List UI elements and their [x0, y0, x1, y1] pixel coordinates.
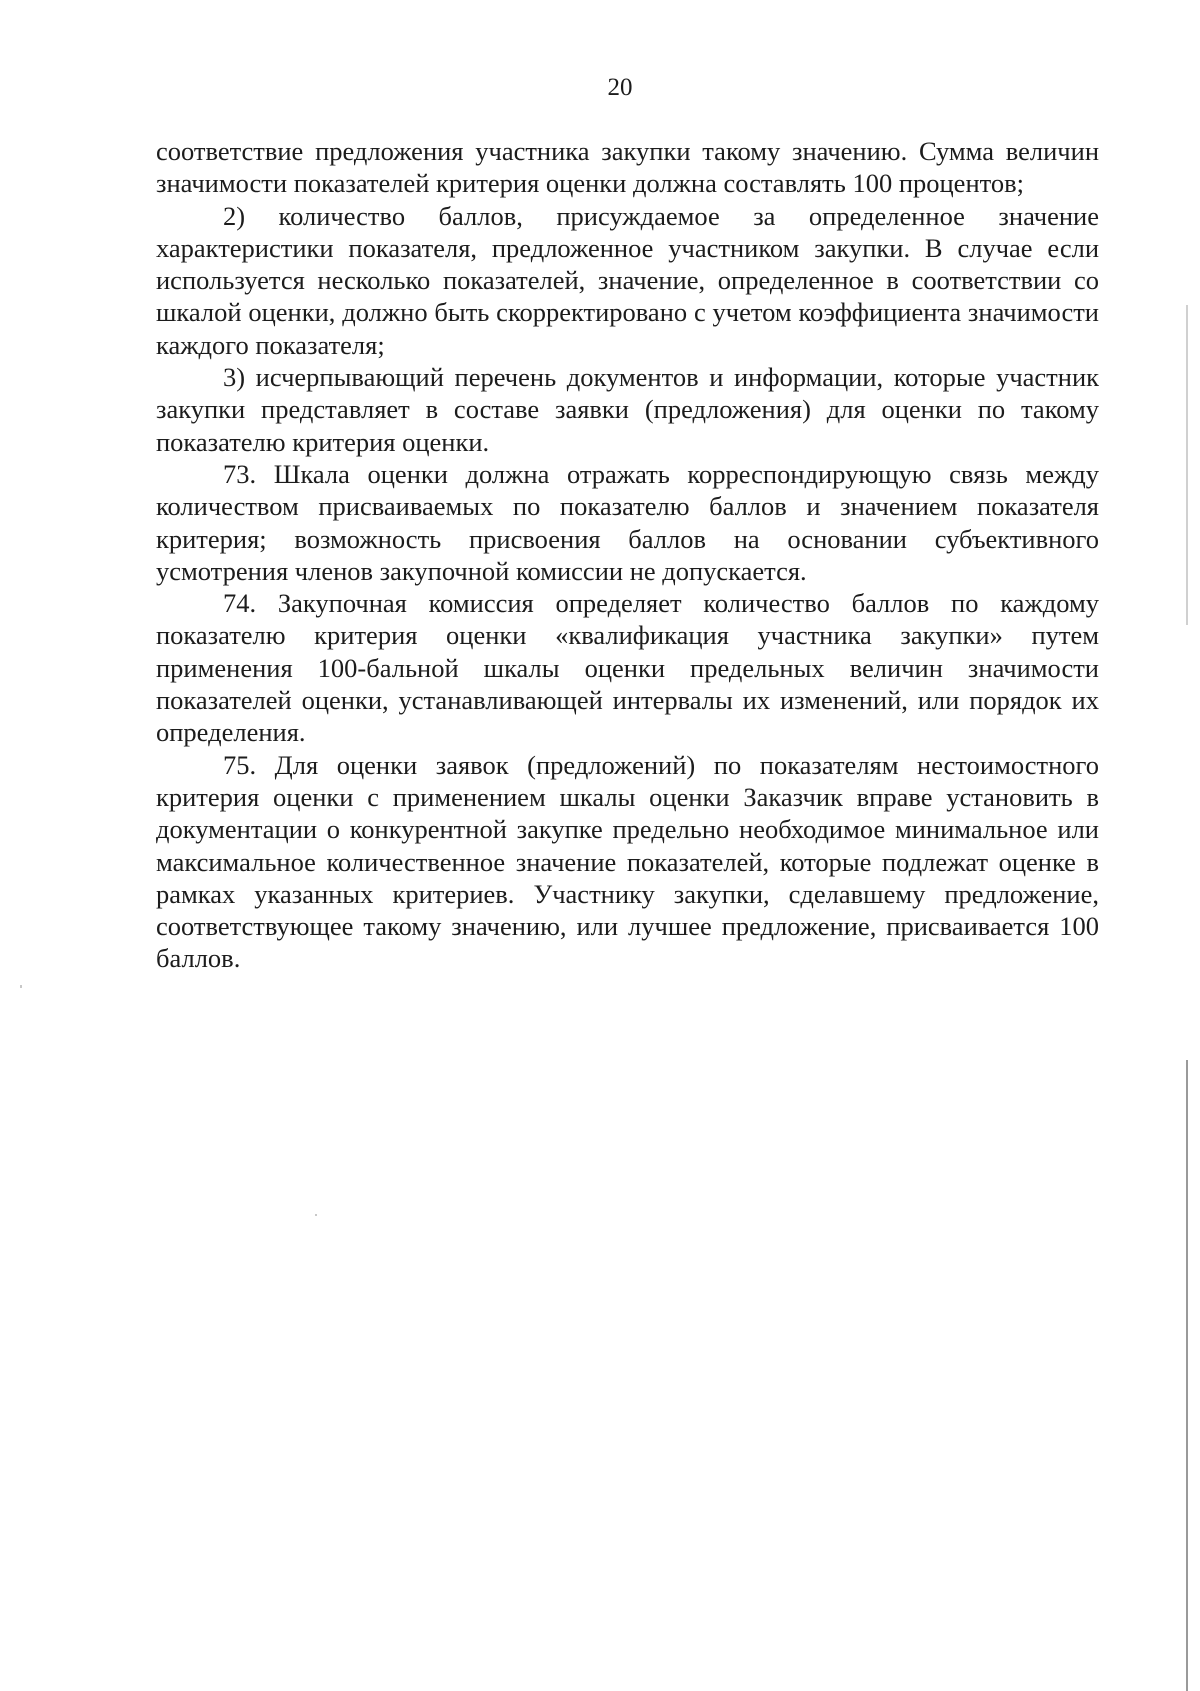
paragraph-item-2: 2) количество баллов, присуждаемое за определенное значение характеристики показателя, предложенное участником закупки. В случае если используется несколько показателей, значение, определенное в соответствии со шкалой оценки, должно быть скорректировано с учетом коэффициента значимости каждого показателя;: [156, 200, 1099, 360]
scan-edge-line-lower: [1186, 1060, 1188, 1691]
scan-speck: [20, 985, 22, 988]
paragraph-item-3: 3) исчерпывающий перечень документов и информации, которые участник закупки представляет в составе заявки (предложения) для оценки по такому показателю критерия оценки.: [156, 362, 1099, 457]
paragraph-74: 74. Закупочная комиссия определяет количество баллов по каждому показателю критерия оценки «квалификация участника закупки» путем применения 100-бальной шкалы оценки предельных величин значимости показателей оценки, устанавливающей интервалы их изменений, или порядок их определения.: [156, 588, 1099, 748]
paragraph-continuation: соответствие предложения участника закупки такому значению. Сумма величин значимости показателей критерия оценки должна составлять 100 процентов;: [156, 136, 1099, 199]
paragraph-73: 73. Шкала оценки должна отражать корреспондирующую связь между количеством присваиваемых по показателю баллов и значением показателя критерия; возможность присвоения баллов на основании субъективного усмотрения членов закупочной комиссии не допускается.: [156, 458, 1099, 586]
page-number: 20: [607, 74, 633, 101]
document-body: [156, 135, 1099, 975]
scan-speck: [315, 1214, 317, 1216]
scan-edge-line-upper: [1186, 305, 1188, 625]
paragraph-75: 75. Для оценки заявок (предложений) по показателям нестоимостного критерия оценки с применением шкалы оценки Заказчик вправе установить в документации о конкурентной закупке предельно необходимое минимальное или максимальное количественное значение показателей, которые подлежат оценке в рамках указанных критериев. Участнику закупки, сделавшему предложение, соответствующее такому значению, или лучшее предложение, присваивается 100 баллов.: [156, 749, 1099, 974]
